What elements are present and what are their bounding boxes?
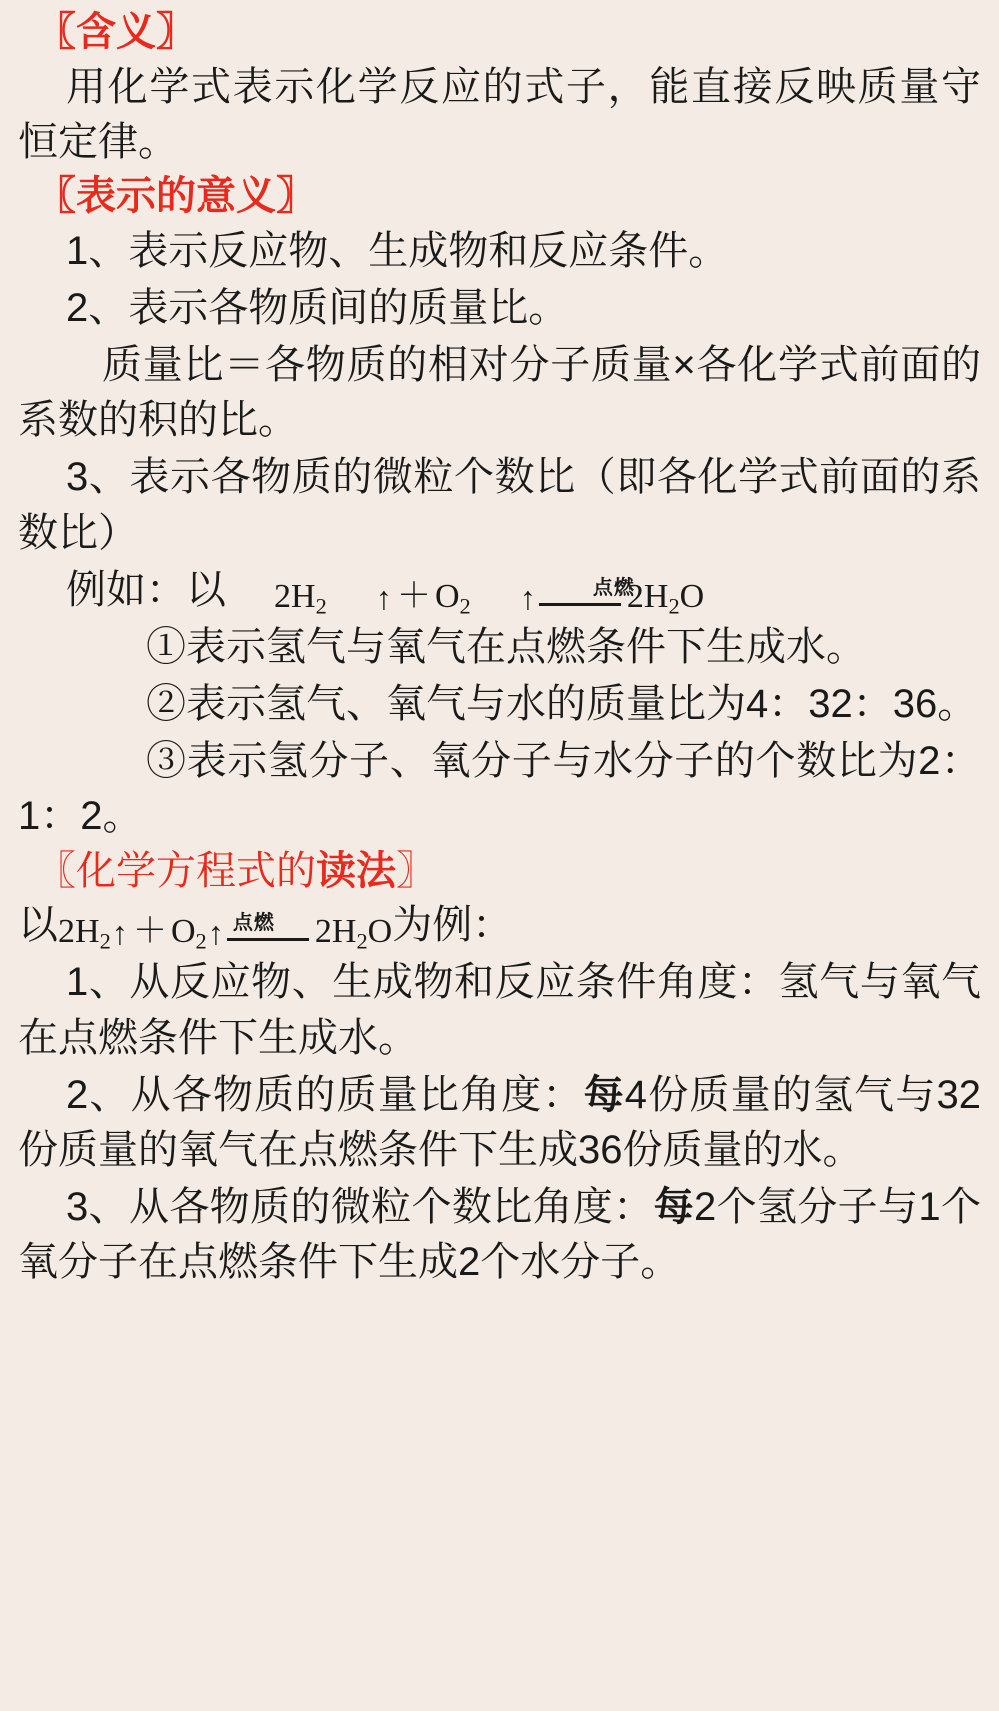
chemical-equation-example bbox=[226, 576, 705, 618]
equation-coefficient-right: 2 bbox=[626, 577, 644, 615]
equation-product-tail: O bbox=[679, 577, 705, 615]
equation-plus: ＋ bbox=[132, 913, 167, 951]
equation-condition bbox=[539, 576, 635, 616]
example-item-2: ②表示氢气、氧气与水的质量比为4：32：36。 bbox=[146, 682, 978, 727]
up-arrow-icon: ↑ bbox=[519, 579, 536, 616]
section-heading-reading bbox=[36, 847, 981, 897]
reading-lead-line bbox=[18, 898, 981, 953]
equation-product-tail: O bbox=[367, 913, 393, 951]
equation-reactant2-sub: 2 bbox=[459, 592, 471, 618]
reading-point-2-prefix: 2、从各物质的质量比角度： bbox=[66, 1072, 584, 1117]
equation-condition bbox=[227, 912, 313, 951]
example-item-1: ①表示氢气与氧气在点燃条件下生成水。 bbox=[146, 624, 866, 669]
reading-lead-prefix: 以 bbox=[18, 903, 58, 948]
equation-product-sub: 2 bbox=[668, 592, 680, 618]
equation-reactant1: H bbox=[75, 913, 100, 951]
up-arrow-icon: ↑ bbox=[375, 579, 392, 616]
equation-condition-label: 点燃 bbox=[232, 912, 275, 935]
equation-coefficient-right: 2 bbox=[314, 913, 332, 951]
equation-reactant2-sub: 2 bbox=[195, 928, 207, 954]
chemical-equation-reading bbox=[58, 912, 393, 954]
reading-point-3-emphasis: 每 bbox=[653, 1185, 694, 1230]
reading-point-1 bbox=[18, 955, 981, 1065]
section-heading-reading-prefix: 〖化学方程式的 bbox=[36, 848, 316, 893]
reading-point-2-suffix: 4份质量的氢气与32份质量的氧气在点燃条件下生成36份质量的水。 bbox=[18, 1072, 981, 1172]
example-item-3: ③表示氢分子、氧分子与水分子的个数比为2：1：2。 bbox=[18, 739, 981, 839]
equation-reaction-bar bbox=[227, 938, 309, 941]
equation-reactant1-sub: 2 bbox=[99, 928, 111, 954]
equation-reactant2: O bbox=[170, 913, 196, 951]
equation-reactant1: H bbox=[291, 577, 316, 615]
paragraph-significance-3: 3、表示各物质的微粒个数比（即各化学式前面的系数比） bbox=[18, 455, 981, 555]
section-heading-reading-tail: 〗 bbox=[396, 848, 436, 893]
equation-product: H bbox=[331, 913, 357, 951]
reading-point-3 bbox=[18, 1180, 981, 1290]
equation-coefficient-left: 2 bbox=[274, 577, 291, 615]
section-heading-significance: 〖表示的意义〗 bbox=[36, 173, 316, 218]
reading-lead-suffix: 为例： bbox=[392, 903, 513, 948]
equation-product: H bbox=[643, 577, 669, 615]
up-arrow-icon: ↑ bbox=[207, 915, 224, 952]
equation-plus: ＋ bbox=[396, 577, 431, 615]
reading-point-2 bbox=[18, 1068, 981, 1178]
equation-condition-label: 点燃 bbox=[592, 576, 635, 599]
equation-product-sub: 2 bbox=[356, 928, 368, 954]
reading-point-3-suffix: 2个氢分子与1个氧分子在点燃条件下生成2个水分子。 bbox=[18, 1185, 982, 1285]
paragraph-significance-mass-ratio-formula: 质量比＝各物质的相对分子质量×各化学式前面的系数的积的比。 bbox=[18, 342, 981, 443]
up-arrow-icon: ↑ bbox=[111, 915, 128, 952]
paragraph-significance-2: 2、表示各物质间的质量比。 bbox=[66, 285, 569, 330]
example-label: 例如：以 bbox=[66, 567, 226, 612]
paragraph-significance-1: 1、表示反应物、生成物和反应条件。 bbox=[66, 228, 729, 273]
equation-reactant1-sub: 2 bbox=[315, 592, 327, 618]
section-heading-reading-bold: 读法 bbox=[316, 848, 396, 893]
reading-point-2-emphasis: 每 bbox=[583, 1072, 625, 1117]
equation-reaction-bar bbox=[539, 603, 621, 606]
reading-point-3-prefix: 3、从各物质的微粒个数比角度： bbox=[66, 1185, 654, 1230]
equation-reactant2: O bbox=[434, 577, 460, 615]
section-heading-meaning: 〖含义〗 bbox=[36, 10, 196, 54]
reading-point-1-text: 1、从反应物、生成物和反应条件角度：氢气与氧气在点燃条件下生成水。 bbox=[18, 960, 981, 1060]
paragraph-meaning-1: 用化学式表示化学反应的式子，能直接反映质量守恒定律。 bbox=[18, 64, 981, 164]
equation-coefficient-left: 2 bbox=[58, 913, 75, 951]
example-line bbox=[18, 563, 981, 618]
